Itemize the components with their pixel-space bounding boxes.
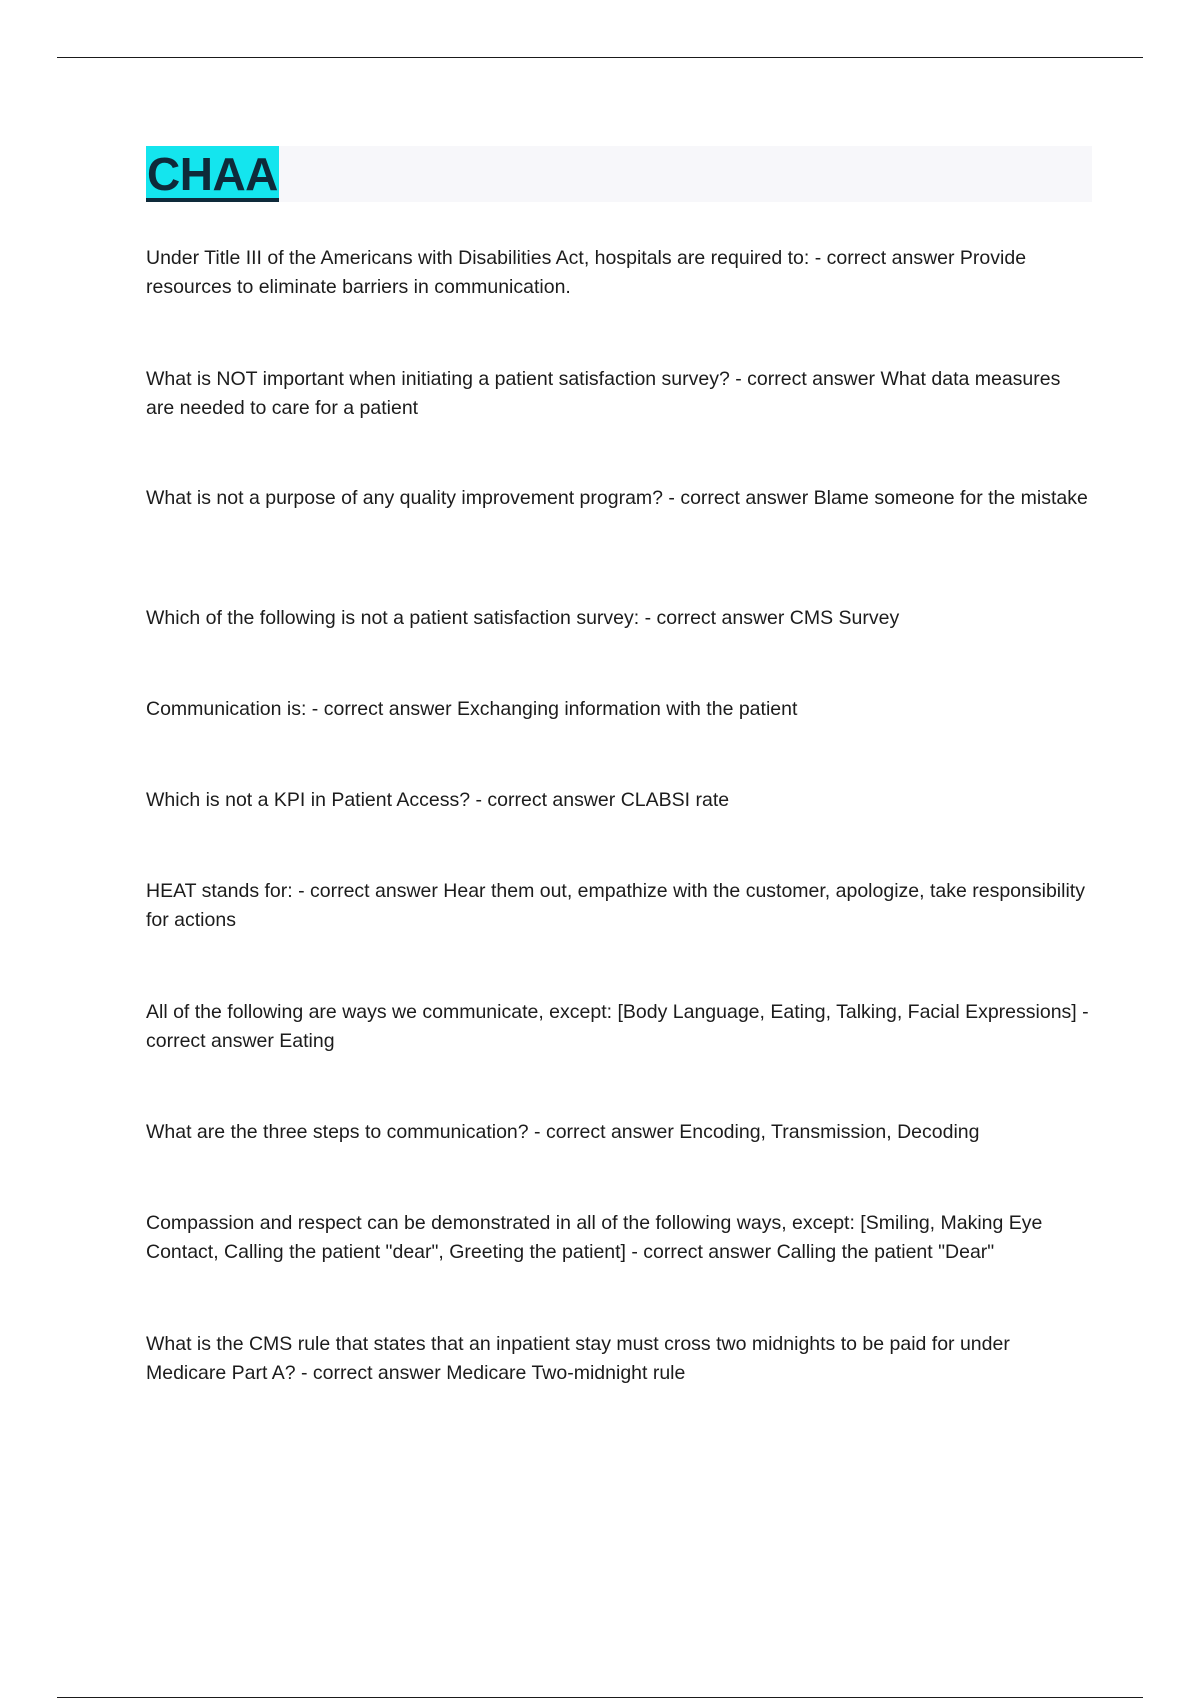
qa-item-8: All of the following are ways we communicate, except: [Body Language, Eating, Talking, Facial Expressions] - correct answer Eating (146, 1001, 1089, 1052)
qa-item-9: What are the three steps to communication? - correct answer Encoding, Transmission, Decoding (146, 1121, 980, 1143)
qa-item-7: HEAT stands for: - correct answer Hear them out, empathize with the customer, apologize, take responsibility for actions (146, 880, 1085, 931)
qa-item-2: What is NOT important when initiating a patient satisfaction survey? - correct answer What data measures are needed to care for a patient (146, 368, 1061, 419)
qa-item-10: Compassion and respect can be demonstrated in all of the following ways, except: [Smiling, Making Eye Contact, Calling the patient "dear", Greeting the patient] - correct answer Calling the patient "Dear" (146, 1212, 1043, 1263)
footer-rule (57, 1697, 1143, 1698)
document-title: CHAA (147, 148, 278, 200)
qa-item-11: What is the CMS rule that states that an inpatient stay must cross two midnights to be paid for under Medicare Part A? - correct answer Medicare Two-midnight rule (146, 1333, 1010, 1384)
qa-item-5: Communication is: - correct answer Exchanging information with the patient (146, 698, 798, 720)
qa-item-4: Which of the following is not a patient satisfaction survey: - correct answer CMS Survey (146, 607, 900, 629)
qa-item-6: Which is not a KPI in Patient Access? - correct answer CLABSI rate (146, 789, 730, 811)
title-band (146, 146, 1092, 202)
qa-item-3: What is not a purpose of any quality improvement program? - correct answer Blame someone for the mistake (146, 487, 1088, 509)
qa-item-1: Under Title III of the Americans with Disabilities Act, hospitals are required to: - correct answer Provide resources to eliminate barriers in communication. (146, 247, 1027, 298)
header-rule (57, 57, 1143, 58)
